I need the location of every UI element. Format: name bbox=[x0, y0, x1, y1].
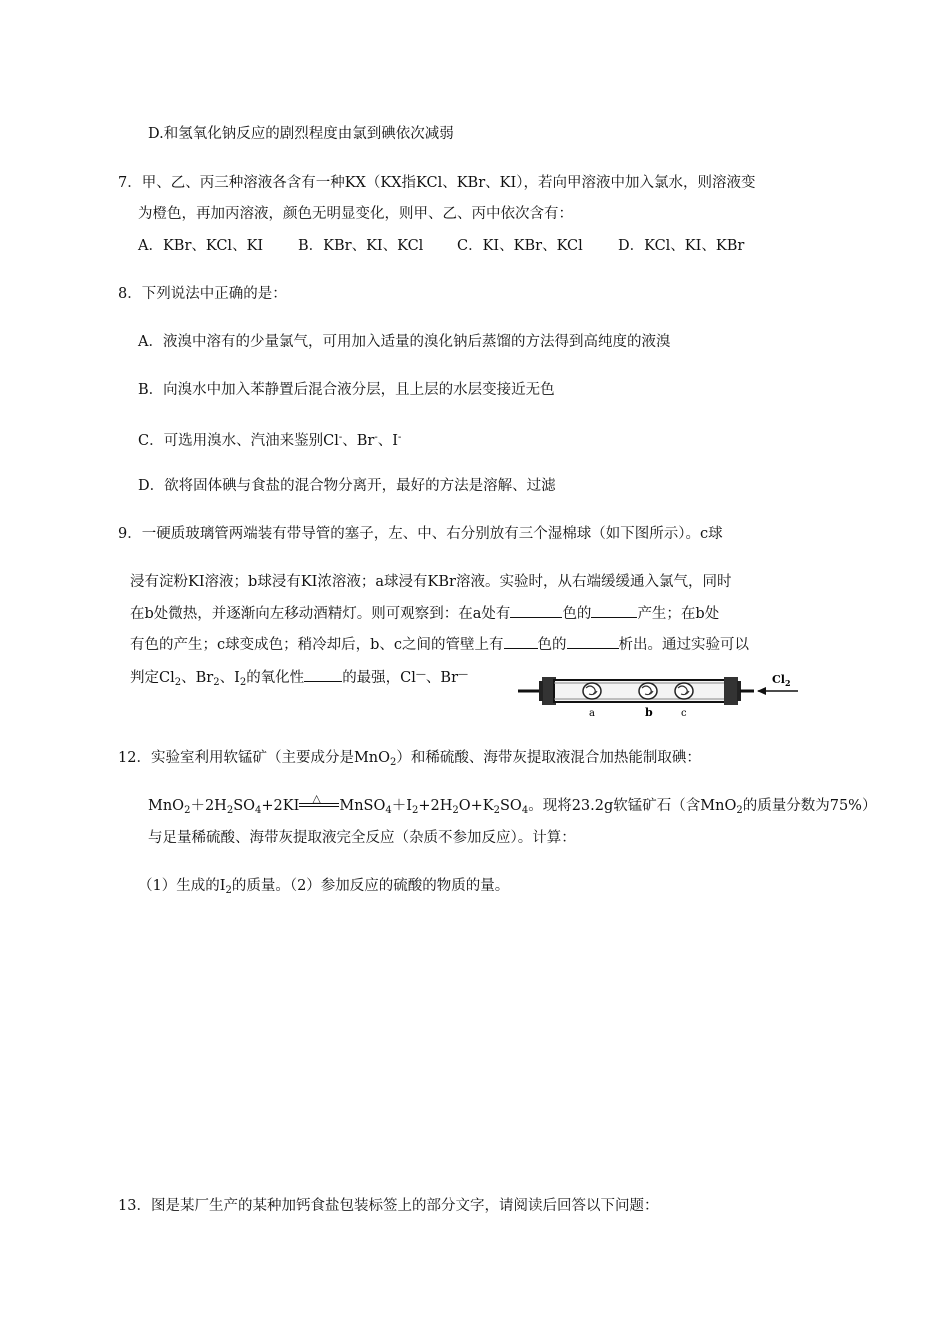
q9-apparatus-figure bbox=[514, 668, 804, 718]
eq-tail2: 的质量分数为75%） bbox=[742, 798, 877, 814]
label-a: a bbox=[589, 708, 595, 718]
q9-stem-line2: 浸有淀粉KI溶液；b球浸有KI浓溶液；a球浸有KBr溶液。实验时，从右端缓缓通入氯气，同时 bbox=[130, 574, 732, 590]
q9-line5-sup-a: — bbox=[415, 669, 426, 680]
q12-line1-part1: 12．实验室利用软锰矿（主要成分是MnO bbox=[118, 750, 391, 766]
q9-line3-part3: 产生；在b处 bbox=[637, 606, 720, 622]
label-cl2: $Cl_2$ bbox=[772, 673, 791, 688]
label-c: c bbox=[681, 708, 687, 718]
q9-stem-line5 bbox=[130, 665, 515, 693]
q12-stem-line1 bbox=[118, 748, 701, 773]
q9-line5-sub-b: 2 bbox=[213, 677, 220, 688]
eq-i2: ＋I bbox=[391, 798, 412, 814]
eq-mno2: MnO bbox=[148, 798, 185, 814]
eq-sub-e: 2 bbox=[411, 805, 419, 816]
q9-line4-part1: 有色的产生；c球变成色；稍冷却后，b、c之间的管壁上有 bbox=[130, 637, 504, 653]
eq-h2so4-1: ＋2H bbox=[190, 798, 227, 814]
q9-stem-line3 bbox=[130, 603, 719, 624]
q8-c-sep1: 、Br bbox=[342, 433, 375, 449]
q7-option-b: B．KBr、KI、KCl bbox=[298, 238, 424, 254]
q9-line5-br: 、Br bbox=[181, 670, 214, 686]
eq-delta: △ bbox=[312, 792, 321, 805]
q12-q1: （1）生成的I bbox=[138, 878, 226, 894]
label-b: b bbox=[645, 706, 653, 718]
eq-mnso4: MnSO bbox=[339, 798, 386, 814]
q7-stem-line2: 为橙色，再加丙溶液，颜色无明显变化，则甲、乙、丙中依次含有： bbox=[138, 206, 573, 222]
eq-h2o: +2H bbox=[418, 798, 453, 814]
q9-line5-oxid: 的氧化性 bbox=[246, 670, 305, 686]
eq-sub-i: 2 bbox=[736, 805, 743, 816]
q9-line4-part3: 析出。通过实验可以 bbox=[618, 637, 750, 653]
q9-line3-part2: 色的 bbox=[562, 606, 592, 622]
eq-k2: O+K bbox=[458, 798, 494, 814]
q9-line5-i: 、I bbox=[219, 670, 240, 686]
eq-heat-sign bbox=[299, 792, 339, 812]
q9-line3-part1: 在b处微热，并逐渐向左移动酒精灯。则可观察到：在a处有 bbox=[130, 606, 511, 622]
q9-line5-sub-c: 2 bbox=[239, 677, 247, 688]
q9-blank-4[interactable] bbox=[567, 634, 619, 649]
q9-blank-1[interactable] bbox=[510, 603, 562, 618]
q13-stem: 13．图是某厂生产的某种加钙食盐包装标签上的部分文字，请阅读后回答以下问题： bbox=[118, 1198, 659, 1214]
q8-c-sup3: - bbox=[397, 432, 402, 443]
cotton-ball-b bbox=[639, 683, 657, 699]
q7-stem-line1: 7．甲、乙、丙三种溶液各含有一种KX（KX指KCl、KBr、KI），若向甲溶液中加入氯水，则溶液变 bbox=[118, 175, 756, 191]
eq-sub-b: 2 bbox=[226, 805, 234, 816]
q9-line5-strongest: 的最强，Cl bbox=[342, 670, 416, 686]
eq-sub-c: 4 bbox=[255, 805, 262, 816]
eq-sub-g: 2 bbox=[493, 805, 500, 816]
q8-stem: 8．下列说法中正确的是： bbox=[118, 286, 287, 302]
q6-option-d: D.和氢氧化钠反应的剧烈程度由氯到碘依次减弱 bbox=[148, 126, 454, 142]
q9-blank-5[interactable] bbox=[304, 667, 342, 682]
q12-q1-sub: 2 bbox=[225, 885, 232, 896]
cotton-ball-c bbox=[675, 683, 693, 699]
q12-questions bbox=[138, 876, 509, 901]
q9-line4-part2: 色的 bbox=[537, 637, 567, 653]
eq-2ki: +2KI bbox=[261, 798, 300, 814]
q8-option-c bbox=[138, 428, 401, 451]
eq-sub-f: 2 bbox=[452, 805, 459, 816]
eq-sub-d: 4 bbox=[385, 805, 392, 816]
q12-line1-part2: ）和稀硫酸、海带灰提取液混合加热能制取碘： bbox=[396, 750, 701, 766]
q9-line5-sup-b: — bbox=[458, 669, 469, 680]
q9-stem-line4 bbox=[130, 634, 749, 655]
q8-c-sep2: 、I bbox=[377, 433, 398, 449]
q9-line5-cl: 判定Cl bbox=[130, 670, 175, 686]
q7-option-c: C．KI、KBr、KCl bbox=[457, 238, 583, 254]
q12-stem-line3: 与足量稀硫酸、海带灰提取液完全反应（杂质不参加反应）。计算： bbox=[148, 830, 576, 846]
q8-option-b: B．向溴水中加入苯静置后混合液分层，且上层的水层变接近无色 bbox=[138, 382, 555, 398]
q8-option-d: D．欲将固体碘与食盐的混合物分离开，最好的方法是溶解、过滤 bbox=[138, 478, 556, 494]
eq-so4-2: SO bbox=[500, 798, 522, 814]
eq-tail1: 。现将23.2g软锰矿石（含MnO bbox=[528, 798, 737, 814]
q9-line5-sub-a: 2 bbox=[174, 677, 182, 688]
eq-sub-h: 4 bbox=[521, 805, 529, 816]
q9-blank-2[interactable] bbox=[591, 603, 637, 618]
cotton-ball-a bbox=[583, 683, 601, 699]
eq-sub-a: 2 bbox=[184, 805, 191, 816]
q12-q2: 的质量。（2）参加反应的硫酸的物质的量。 bbox=[231, 878, 510, 894]
q7-option-d: D．KCl、KI、KBr bbox=[618, 238, 745, 254]
q12-equation-line bbox=[148, 792, 877, 821]
q9-line5-br2: 、Br bbox=[425, 670, 459, 686]
q8-c-text: C．可选用溴水、汽油来鉴别Cl bbox=[138, 433, 339, 449]
q8-c-sup1: - bbox=[338, 432, 343, 443]
q9-stem-line1: 9．一硬质玻璃管两端装有带导管的塞子，左、中、右分别放有三个湿棉球（如下图所示）。c球 bbox=[118, 526, 723, 542]
right-stopper bbox=[724, 677, 738, 705]
q7-option-a: A．KBr、KCl、KI bbox=[138, 238, 264, 254]
q8-option-a: A．液溴中溶有的少量氯气，可用加入适量的溴化钠后蒸馏的方法得到高纯度的液溴 bbox=[138, 334, 671, 350]
gas-inlet-arrow bbox=[757, 687, 766, 695]
q9-blank-3[interactable] bbox=[504, 634, 538, 649]
eq-so4: SO bbox=[233, 798, 256, 814]
q8-c-sup2: - bbox=[374, 432, 378, 443]
q12-line1-sub: 2 bbox=[390, 757, 397, 768]
